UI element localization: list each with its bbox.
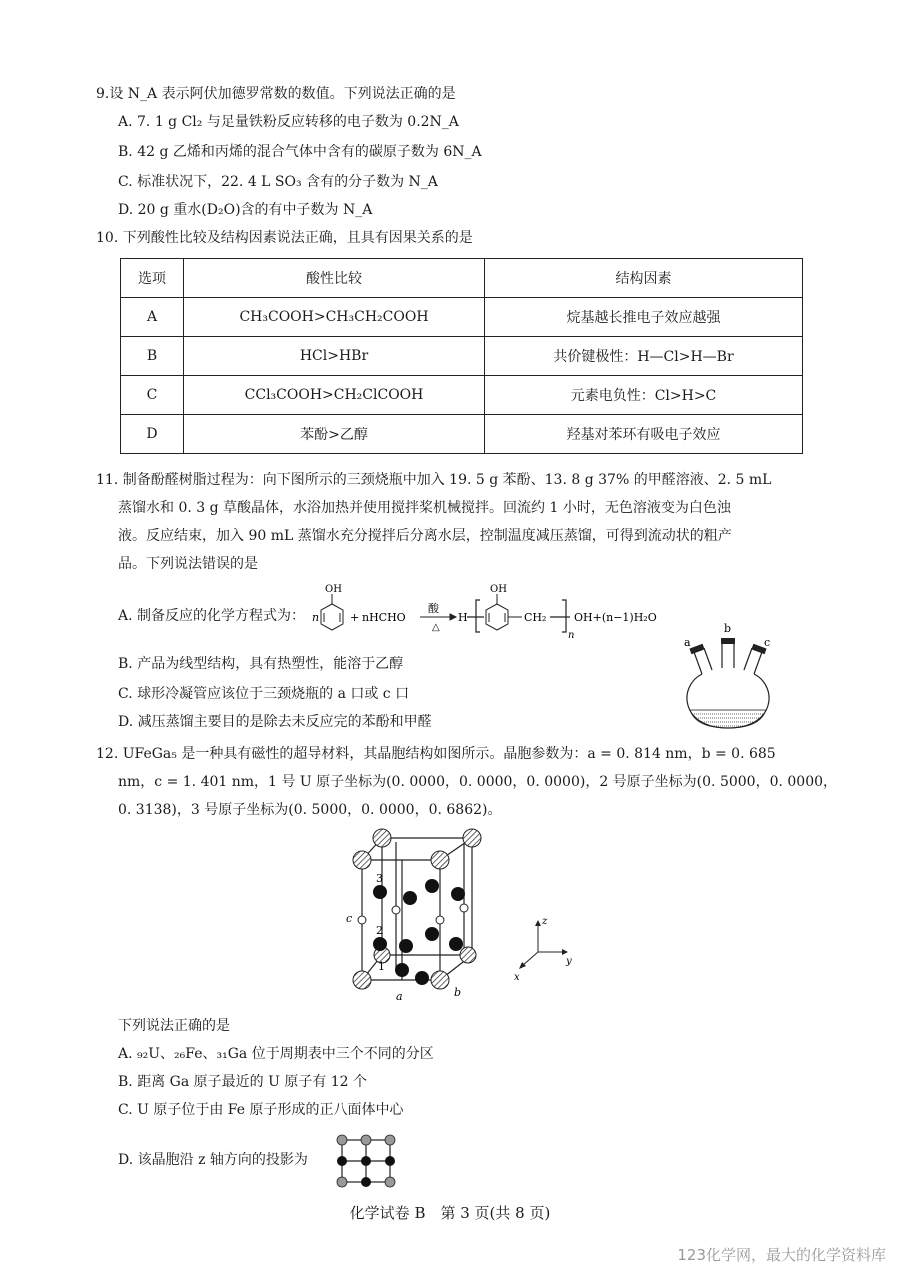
cell-label-c: c [346,912,353,925]
table-row [121,376,803,415]
eq-tail: OH+(n−1)H₂O [574,611,657,624]
q12-stem-line: nm，c = 1. 401 nm，1 号 U 原子坐标为(0. 0000，0. 0000，0. 0000)，2 号原子坐标为(0. 5000，0. 0000， [118,774,838,790]
three-neck-flask-diagram [672,624,784,734]
table-cell: C [121,376,184,415]
eq-ch2: CH₂ [524,611,547,624]
q11-stem-line: 液。反应结束，加入 90 mL 蒸馏水充分搅拌后分离水层，控制温度减压蒸馏，可得到流动状的粗产 [118,528,732,544]
atom-label-2: 2 [376,924,383,937]
table-header-row [121,259,803,298]
q9-option-a: A. 7. 1 g Cl₂ 与足量铁粉反应转移的电子数为 0.2N_A [118,114,459,130]
watermark: 123化学网，最大的化学资料库 [677,1246,886,1264]
q12-option-a: A. ₉₂U、₂₆Fe、₃₁Ga 位于周期表中三个不同的分区 [118,1046,434,1062]
atom-label-1: 1 [378,960,385,973]
q11-option-c: C. 球形冷凝管应该位于三颈烧瓶的 a 口或 c 口 [118,686,410,702]
q10-stem: 10. 下列酸性比较及结构因素说法正确，且具有因果关系的是 [96,230,473,246]
polymer-bracket-left-icon [467,600,484,632]
axis-label-x: x [514,972,520,983]
flask-label-a: a [684,636,691,649]
q9-option-c: C. 标准状况下，22. 4 L SO₃ 含有的分子数为 N_A [118,174,438,190]
q12-option-d: D. 该晶胞沿 z 轴方向的投影为 [118,1152,308,1168]
eq-oh-label-2: OH [490,584,507,595]
q12-option-b: B. 距离 Ga 原子最近的 U 原子有 12 个 [118,1074,368,1090]
q12-option-c: C. U 原子位于由 Fe 原子形成的正八面体中心 [118,1102,404,1118]
table-row [121,298,803,337]
q11-option-d: D. 减压蒸馏主要目的是除去未反应完的苯酚和甲醛 [118,714,432,730]
eq-plus: + [350,611,360,624]
q12-stem-line: 12. UFeGa₅ 是一种具有磁性的超导材料，其晶胞结构如图所示。晶胞参数为：a = 0. 814 nm，b = 0. 685 [96,746,776,762]
page-footer: 化学试卷 B 第 3 页(共 8 页) [349,1204,551,1222]
eq-catalyst: 酸 [428,602,439,615]
table-cell: 元素电负性：Cl>H>C [485,376,803,415]
eq-heat: △ [432,622,440,633]
atom-label-3: 3 [376,872,383,885]
cell-label-b: b [454,986,462,999]
q12-stem-line: 0. 3138)，3 号原子坐标为(0. 5000，0. 0000，0. 6862)。 [118,802,502,818]
table-row [121,415,803,454]
ga-atoms-icon [373,879,465,985]
table-cell: 共价键极性：H—Cl>H—Br [485,337,803,376]
neck-stopper-a-icon [689,644,704,654]
table-row [121,337,803,376]
q9-option-b: B. 42 g 乙烯和丙烯的混合气体中含有的碳原子数为 6N_A [118,144,482,160]
table-cell: D [121,415,184,454]
coordinate-axes-diagram [510,912,580,982]
eq-reagent: nHCHO [362,611,406,624]
table-cell: B [121,337,184,376]
z-projection-diagram [334,1134,398,1188]
phenol-structure-icon [321,594,343,630]
eq-oh-label: OH [325,584,342,595]
table-cell: 苯酚>乙醇 [184,415,485,454]
table-cell: 羟基对苯环有吸电子效应 [485,415,803,454]
axis-label-z: z [542,916,548,927]
flask-label-b: b [724,622,732,635]
q11-stem-line: 蒸馏水和 0. 3 g 草酸晶体，水浴加热并使用搅拌桨机械搅拌。回流约 1 小时，无色溶液变为白色浊 [118,500,731,516]
table-cell: 烷基越长推电子效应越强 [485,298,803,337]
polymer-bracket-right-icon [550,600,570,632]
table-cell: HCl>HBr [184,337,485,376]
table-cell: A [121,298,184,337]
q11-option-b: B. 产品为线型结构，具有热塑性，能溶于乙醇 [118,656,404,672]
table-header-cell: 选项 [121,259,184,298]
axis-label-y: y [566,956,572,967]
table-header-cell: 酸性比较 [184,259,485,298]
table-header-cell: 结构因素 [485,259,803,298]
unit-cell-diagram [340,820,490,1010]
fe-atoms-icon [358,904,468,924]
q9-stem: 9.设 N_A 表示阿伏加德罗常数的数值。下列说法正确的是 [96,86,456,102]
flask-liquid-icon [690,710,766,728]
cell-label-a: a [396,990,403,1003]
q11-option-a: A. 制备反应的化学方程式为： [118,608,306,624]
reaction-equation [312,582,662,642]
q11-stem-line: 11. 制备酚醛树脂过程为：向下图所示的三颈烧瓶中加入 19. 5 g 苯酚、13. 8 g 37% 的甲醛溶液、2. 5 mL [96,472,772,488]
flask-label-c: c [764,636,771,649]
polymer-ring-icon [486,594,522,630]
table-cell: CCl₃COOH>CH₂ClCOOH [184,376,485,415]
q12-prompt: 下列说法正确的是 [118,1018,230,1034]
eq-h-end: H [458,611,468,624]
neck-stopper-b-icon [721,638,735,644]
q9-option-d: D. 20 g 重水(D₂O)含的有中子数为 N_A [118,202,373,218]
eq-coefficient-n: n [312,611,320,624]
table-cell: CH₃COOH>CH₃CH₂COOH [184,298,485,337]
eq-subscript-n: n [568,630,575,641]
acidity-table [120,258,803,454]
q11-stem-line: 品。下列说法错误的是 [118,556,258,572]
